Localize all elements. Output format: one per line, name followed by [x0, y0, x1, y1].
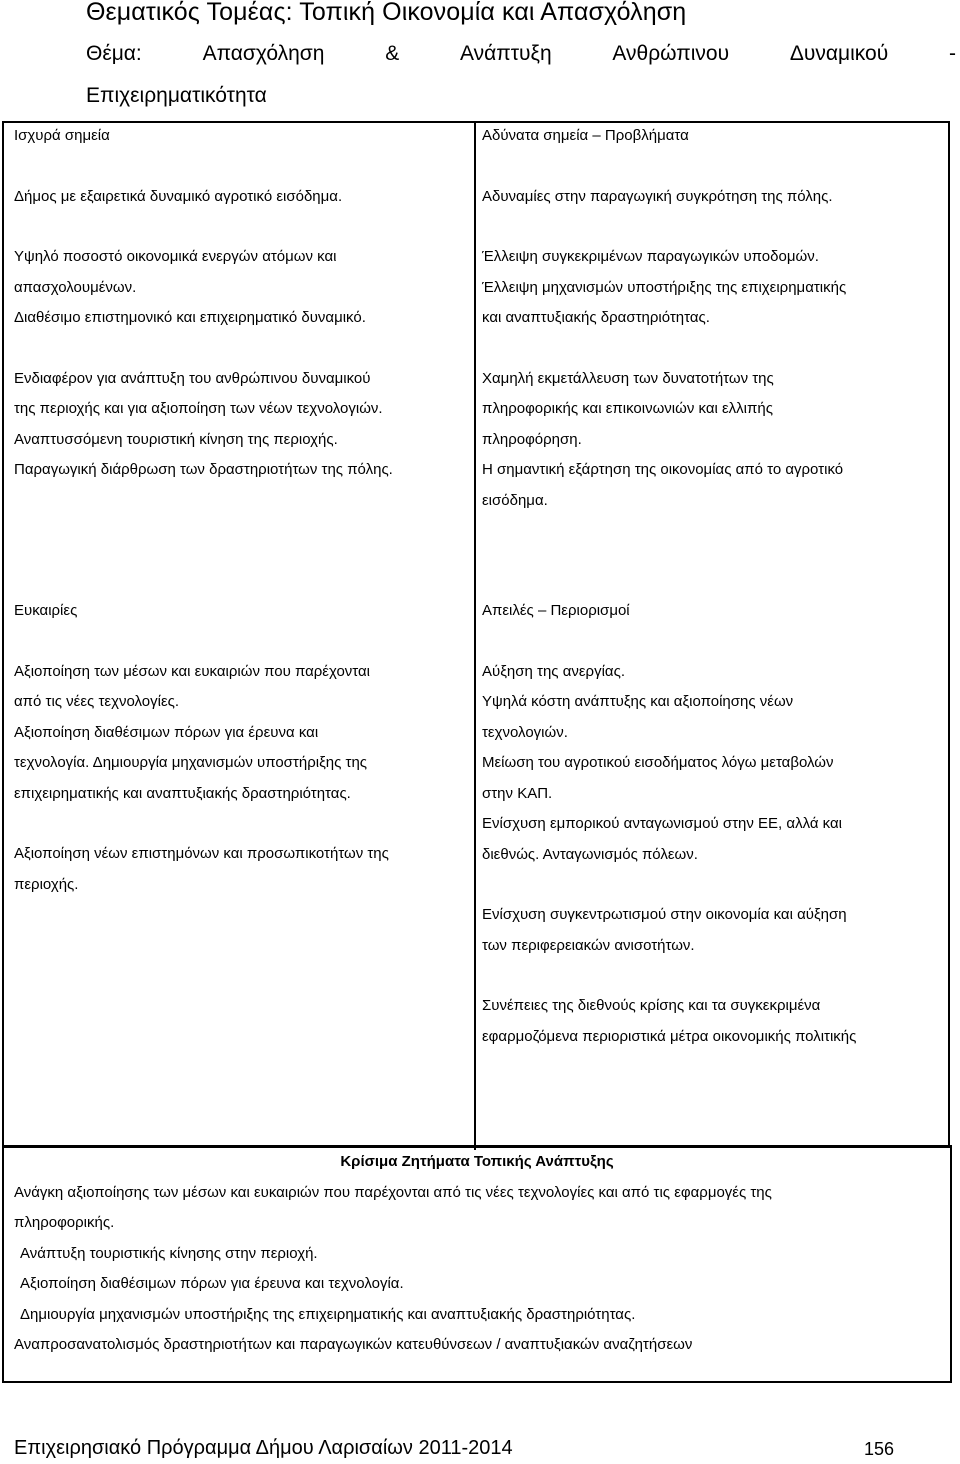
subject-word: Δυναμικού: [789, 42, 889, 65]
weakness-line: πληροφορικής και επικοινωνιών και ελλιπής: [482, 400, 773, 417]
opportunity-line: Αξιοποίηση διαθέσιμων πόρων για έρευνα και: [14, 723, 319, 741]
strength-line: Διαθέσιμο επιστημονικό και επιχειρηματικό δυναμικό.: [14, 309, 366, 326]
swot-table: [2, 121, 950, 1148]
opportunities-column: [14, 596, 459, 900]
opportunity-line: από τις νέες τεχνολογίες.: [14, 693, 180, 710]
weakness-line: και αναπτυξιακής δραστηριότητας.: [482, 309, 710, 326]
threat-line: τεχνολογιών.: [482, 723, 568, 741]
strengths-heading: Ισχυρά σημεία: [14, 127, 110, 144]
critical-issue-line: πληροφορικής.: [14, 1214, 115, 1231]
threat-line: διεθνώς. Ανταγωνισμός πόλεων.: [482, 845, 698, 863]
threat-line: των περιφερειακών ανισοτήτων.: [482, 936, 695, 954]
threat-line: Συνέπειες της διεθνούς κρίσης και τα συγκεκριμένα: [482, 997, 821, 1014]
subject-line-2: Επιχειρηματικότητα: [86, 84, 267, 107]
threat-line: Αύξηση της ανεργίας.: [482, 662, 625, 680]
critical-issue-line: Αναπροσανατολισμός δραστηριοτήτων και παραγωγικών κατευθύνσεων / αναπτυξιακών αναζητήσεων: [14, 1336, 693, 1353]
subject-word: &: [385, 42, 400, 65]
critical-issue-line: Ανάγκη αξιοποίησης των μέσων και ευκαιριών που παρέχονται από τις νέες τεχνολογίες και από τις εφαρμογές της: [14, 1183, 772, 1201]
column-divider: [474, 123, 476, 1150]
threats-column: [482, 596, 942, 1052]
critical-issue-line: Αξιοποίηση διαθέσιμων πόρων για έρευνα και τεχνολογία.: [20, 1275, 404, 1292]
opportunity-line: τεχνολογία. Δημιουργία μηχανισμών υποστήριξης της: [14, 754, 368, 771]
critical-issue-line: Ανάπτυξη τουριστικής κίνησης στην περιοχή.: [20, 1244, 318, 1262]
threats-heading: Απειλές – Περιορισμοί: [482, 602, 630, 619]
strength-line: Υψηλό ποσοστό οικονομικά ενεργών ατόμων και: [14, 248, 337, 265]
critical-issues-title: Κρίσιμα Ζητήματα Τοπικής Ανάπτυξης: [340, 1153, 614, 1170]
weakness-line: εισόδημα.: [482, 491, 548, 509]
subject-line: [86, 42, 956, 66]
strength-line: της περιοχής και για αξιοποίηση των νέων τεχνολογιών.: [14, 400, 383, 417]
strength-line: απασχολουμένων.: [14, 278, 137, 296]
weakness-line: Χαμηλή εκμετάλλευση των δυνατοτήτων της: [482, 369, 774, 387]
strength-line: Ενδιαφέρον για ανάπτυξη του ανθρώπινου δυναμικού: [14, 369, 371, 387]
page-number: 156: [863, 1439, 894, 1459]
page-footer: [14, 1437, 894, 1460]
weakness-line: Αδυναμίες στην παραγωγική συγκρότηση της πόλης.: [482, 187, 833, 205]
strength-line: Δήμος με εξαιρετικά δυναμικό αγροτικό εισόδημα.: [14, 187, 343, 205]
subject-word: Ανάπτυξη: [460, 42, 552, 65]
subject-word: Απασχόληση: [202, 42, 325, 65]
weakness-line: Έλλειψη συγκεκριμένων παραγωγικών υποδομών.: [482, 248, 819, 265]
threat-line: Υψηλά κόστη ανάπτυξης και αξιοποίησης νέων: [482, 693, 794, 710]
opportunity-line: περιοχής.: [14, 875, 79, 893]
weakness-line: πληροφόρηση.: [482, 430, 582, 448]
strength-line: Αναπτυσσόμενη τουριστική κίνηση της περιοχής.: [14, 430, 338, 448]
subject-word: Θέμα:: [86, 42, 142, 65]
subject-word: Ανθρώπινου: [612, 42, 730, 65]
critical-issue-line: Δημιουργία μηχανισμών υποστήριξης της επιχειρηματικής και αναπτυξιακής δραστηριότητας.: [20, 1305, 636, 1323]
weakness-line: Έλλειψη μηχανισμών υποστήριξης της επιχειρηματικής: [482, 278, 847, 296]
critical-issues-box: [2, 1145, 952, 1383]
opportunity-line: επιχειρηματικής και αναπτυξιακής δραστηριότητας.: [14, 784, 351, 802]
opportunities-heading: Ευκαιρίες: [14, 602, 78, 619]
threat-line: Ενίσχυση εμπορικού ανταγωνισμού στην ΕΕ, αλλά και: [482, 815, 842, 832]
footer-text: Επιχειρησιακό Πρόγραμμα Δήμου Λαρισαίων 2011-2014: [14, 1437, 513, 1459]
opportunity-line: Αξιοποίηση των μέσων και ευκαιριών που παρέχονται: [14, 662, 371, 680]
subject-word: -: [948, 42, 956, 65]
weaknesses-heading: Αδύνατα σημεία – Προβλήματα: [482, 127, 689, 144]
opportunity-line: Αξιοποίηση νέων επιστημόνων και προσωπικοτήτων της: [14, 845, 389, 862]
threat-line: Μείωση του αγροτικού εισοδήματος λόγω μεταβολών: [482, 754, 834, 771]
threat-line: στην ΚΑΠ.: [482, 784, 553, 802]
section-title: Θεματικός Τομέας: Τοπική Οικονομία και Απασχόληση: [86, 0, 687, 26]
strength-line: Παραγωγική διάρθρωση των δραστηριοτήτων της πόλης.: [14, 461, 393, 478]
weakness-line: Η σημαντική εξάρτηση της οικονομίας από το αγροτικό: [482, 461, 844, 478]
threat-line: εφαρμοζόμενα περιοριστικά μέτρα οικονομικής πολιτικής: [482, 1027, 857, 1045]
threat-line: Ενίσχυση συγκεντρωτισμού στην οικονομία και αύξηση: [482, 906, 847, 923]
weaknesses-column: [482, 121, 942, 516]
strengths-column: [14, 121, 459, 486]
